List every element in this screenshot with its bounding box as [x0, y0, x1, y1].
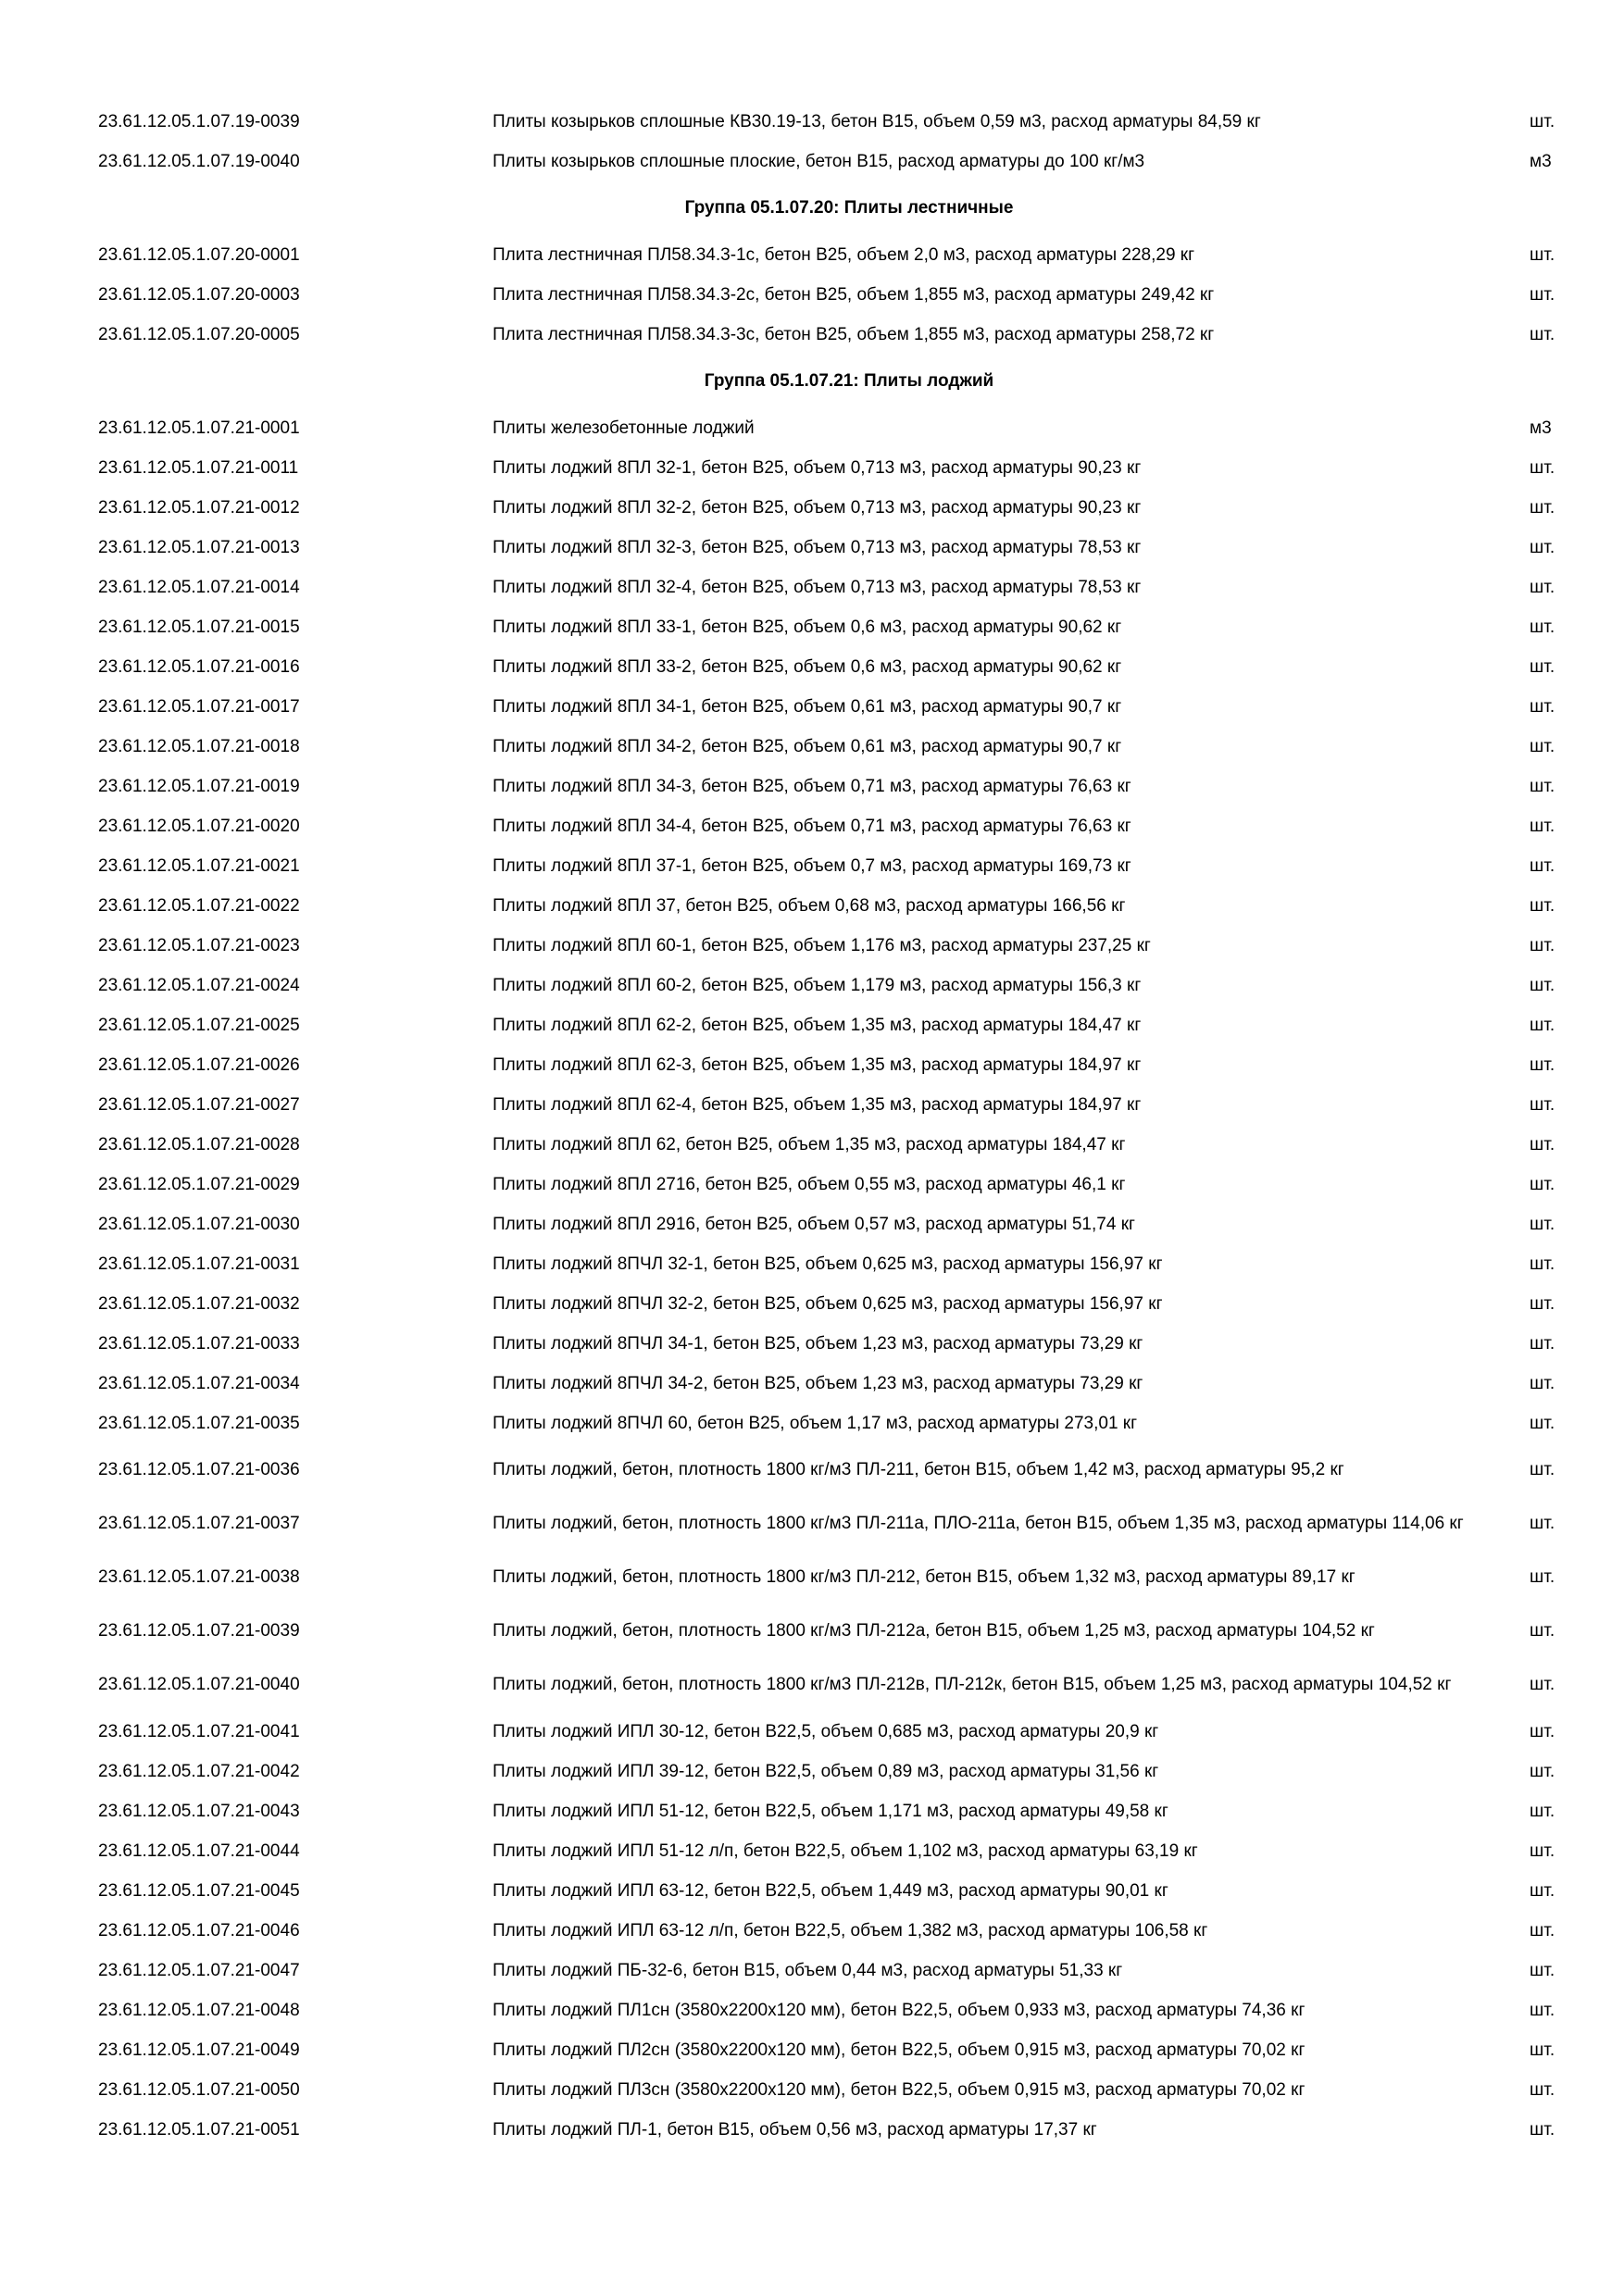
- resource-description: Плиты лоджий 8ПЛ 32-4, бетон В25, объем 0,713 м3, расход арматуры 78,53 кг: [493, 577, 1142, 597]
- resource-description: Плиты лоджий, бетон, плотность 1800 кг/м3 ПЛ-211а, ПЛО-211а, бетон В15, объем 1,35 м3, расход арматуры 114,06 кг: [493, 1514, 1464, 1533]
- table-row: [0, 1085, 1624, 1125]
- unit-of-measure: шт.: [1530, 1841, 1555, 1861]
- unit-of-measure: шт.: [1530, 1721, 1555, 1741]
- resource-code: 23.61.12.05.1.07.21-0044: [98, 1841, 300, 1861]
- table-row: [0, 142, 1624, 181]
- resource-description: Плиты лоджий 8ПЛ 33-2, бетон В25, объем 0,6 м3, расход арматуры 90,62 кг: [493, 656, 1122, 677]
- table-row: [0, 1831, 1624, 1871]
- unit-of-measure: шт.: [1530, 537, 1555, 557]
- table-row: [0, 2070, 1624, 2110]
- resource-code: 23.61.12.05.1.07.20-0005: [98, 324, 300, 344]
- resource-code: 23.61.12.05.1.07.19-0039: [98, 111, 300, 131]
- unit-of-measure: шт.: [1530, 284, 1555, 305]
- table-row: [0, 727, 1624, 767]
- unit-of-measure: шт.: [1530, 1214, 1555, 1234]
- table-row: [0, 1404, 1624, 1443]
- unit-of-measure: шт.: [1530, 736, 1555, 756]
- resource-code: 23.61.12.05.1.07.21-0021: [98, 855, 300, 876]
- resource-code: 23.61.12.05.1.07.21-0051: [98, 2119, 300, 2140]
- table-row: [0, 2030, 1624, 2070]
- resource-code: 23.61.12.05.1.07.20-0001: [98, 244, 300, 265]
- table-row: [0, 1551, 1624, 1604]
- resource-description: Плиты лоджий 8ПЛ 2916, бетон В25, объем 0,57 м3, расход арматуры 51,74 кг: [493, 1214, 1135, 1234]
- resource-description: Плиты лоджий ИПЛ 51-12, бетон В22,5, объем 1,171 м3, расход арматуры 49,58 кг: [493, 1801, 1168, 1821]
- resource-code: 23.61.12.05.1.07.21-0041: [98, 1721, 300, 1741]
- table-row: [0, 1604, 1624, 1658]
- resource-code: 23.61.12.05.1.07.21-0039: [98, 1621, 300, 1641]
- resource-code: 23.61.12.05.1.07.19-0040: [98, 151, 300, 171]
- table-row: [0, 1204, 1624, 1244]
- resource-code: 23.61.12.05.1.07.21-0036: [98, 1460, 300, 1479]
- table-row: [0, 886, 1624, 926]
- unit-of-measure: м3: [1530, 418, 1552, 438]
- group-heading: [0, 181, 1624, 235]
- resource-description: Плиты лоджий 8ПЛ 2716, бетон В25, объем 0,55 м3, расход арматуры 46,1 кг: [493, 1174, 1126, 1194]
- resource-code: 23.61.12.05.1.07.21-0037: [98, 1514, 300, 1533]
- unit-of-measure: шт.: [1530, 244, 1555, 265]
- resource-code: 23.61.12.05.1.07.21-0020: [98, 816, 300, 836]
- resource-description: Плита лестничная ПЛ58.34.3-3с, бетон В25, объем 1,855 м3, расход арматуры 258,72 кг: [493, 324, 1215, 344]
- table-row: [0, 1911, 1624, 1951]
- unit-of-measure: шт.: [1530, 457, 1555, 478]
- resource-description: Плиты лоджий 8ПЛ 32-1, бетон В25, объем 0,713 м3, расход арматуры 90,23 кг: [493, 457, 1142, 478]
- unit-of-measure: шт.: [1530, 1293, 1555, 1314]
- table-row: [0, 1045, 1624, 1085]
- table-row: [0, 1244, 1624, 1284]
- unit-of-measure: шт.: [1530, 1675, 1555, 1694]
- table-row: [0, 1165, 1624, 1204]
- unit-of-measure: шт.: [1530, 975, 1555, 995]
- resource-description: Плиты лоджий 8ПЧЛ 32-2, бетон В25, объем 0,625 м3, расход арматуры 156,97 кг: [493, 1293, 1163, 1314]
- table-row: [0, 1791, 1624, 1831]
- group-heading: [0, 355, 1624, 408]
- unit-of-measure: шт.: [1530, 1460, 1555, 1479]
- unit-of-measure: шт.: [1530, 776, 1555, 796]
- resource-code: 23.61.12.05.1.07.21-0031: [98, 1254, 300, 1274]
- table-row: [0, 1324, 1624, 1364]
- table-row: [0, 1752, 1624, 1791]
- resource-code: 23.61.12.05.1.07.21-0022: [98, 895, 300, 916]
- unit-of-measure: шт.: [1530, 2079, 1555, 2100]
- unit-of-measure: шт.: [1530, 1054, 1555, 1075]
- unit-of-measure: шт.: [1530, 1880, 1555, 1901]
- resource-description: Плиты лоджий 8ПЛ 37, бетон В25, объем 0,68 м3, расход арматуры 166,56 кг: [493, 895, 1126, 916]
- group-title: Группа 05.1.07.20: Плиты лестничные: [684, 198, 1014, 218]
- resource-description: Плиты лоджий ПЛ3сн (3580х2200х120 мм), бетон В22,5, объем 0,915 м3, расход арматуры 70,02 кг: [493, 2079, 1305, 2100]
- resource-description: Плиты лоджий ПЛ1сн (3580х2200х120 мм), бетон В22,5, объем 0,933 м3, расход арматуры 74,36 кг: [493, 2000, 1305, 2020]
- resource-code: 23.61.12.05.1.07.21-0050: [98, 2079, 300, 2100]
- table-row: [0, 806, 1624, 846]
- resource-description: Плиты лоджий ПЛ-1, бетон В15, объем 0,56 м3, расход арматуры 17,37 кг: [493, 2119, 1097, 2140]
- unit-of-measure: шт.: [1530, 1015, 1555, 1035]
- table-row: [0, 1284, 1624, 1324]
- table-row: [0, 846, 1624, 886]
- table-row: [0, 568, 1624, 607]
- table-row: [0, 767, 1624, 806]
- resource-code: 23.61.12.05.1.07.21-0033: [98, 1333, 300, 1354]
- table-row: [0, 1990, 1624, 2030]
- resource-description: Плиты лоджий 8ПЛ 62-3, бетон В25, объем 1,35 м3, расход арматуры 184,97 кг: [493, 1054, 1142, 1075]
- resource-code: 23.61.12.05.1.07.21-0040: [98, 1675, 300, 1694]
- resource-description: Плиты лоджий 8ПЛ 62, бетон В25, объем 1,35 м3, расход арматуры 184,47 кг: [493, 1134, 1126, 1154]
- table-row: [0, 275, 1624, 315]
- unit-of-measure: шт.: [1530, 816, 1555, 836]
- table-row: [0, 1658, 1624, 1712]
- resource-description: Плиты лоджий 8ПЧЛ 34-2, бетон В25, объем 1,23 м3, расход арматуры 73,29 кг: [493, 1373, 1143, 1393]
- resource-code: 23.61.12.05.1.07.21-0038: [98, 1567, 300, 1587]
- table-row: [0, 1125, 1624, 1165]
- resource-description: Плита лестничная ПЛ58.34.3-1с, бетон В25, объем 2,0 м3, расход арматуры 228,29 кг: [493, 244, 1195, 265]
- resource-code: 23.61.12.05.1.07.21-0042: [98, 1761, 300, 1781]
- unit-of-measure: шт.: [1530, 895, 1555, 916]
- resource-description: Плиты лоджий ИПЛ 51-12 л/п, бетон В22,5, объем 1,102 м3, расход арматуры 63,19 кг: [493, 1841, 1198, 1861]
- unit-of-measure: шт.: [1530, 1134, 1555, 1154]
- unit-of-measure: шт.: [1530, 577, 1555, 597]
- resource-code: 23.61.12.05.1.07.21-0026: [98, 1054, 300, 1075]
- table-row: [0, 235, 1624, 275]
- table-row: [0, 1497, 1624, 1551]
- resource-description: Плиты лоджий ПЛ2сн (3580х2200х120 мм), бетон В22,5, объем 0,915 м3, расход арматуры 70,02 кг: [493, 2040, 1305, 2060]
- resource-description: Плиты лоджий ПБ-32-6, бетон В15, объем 0,44 м3, расход арматуры 51,33 кг: [493, 1960, 1123, 1980]
- unit-of-measure: шт.: [1530, 1567, 1555, 1587]
- table-row: [0, 1712, 1624, 1752]
- resource-description: Плиты лоджий 8ПЛ 34-2, бетон В25, объем 0,61 м3, расход арматуры 90,7 кг: [493, 736, 1122, 756]
- resource-description: Плиты лоджий ИПЛ 30-12, бетон В22,5, объем 0,685 м3, расход арматуры 20,9 кг: [493, 1721, 1159, 1741]
- table-row: [0, 687, 1624, 727]
- resource-code: 23.61.12.05.1.07.21-0017: [98, 696, 300, 717]
- resource-description: Плиты лоджий 8ПЛ 62-2, бетон В25, объем 1,35 м3, расход арматуры 184,47 кг: [493, 1015, 1142, 1035]
- table-row: [0, 647, 1624, 687]
- resource-description: Плиты лоджий, бетон, плотность 1800 кг/м3 ПЛ-211, бетон В15, объем 1,42 м3, расход арматуры 95,2 кг: [493, 1460, 1344, 1479]
- unit-of-measure: шт.: [1530, 2000, 1555, 2020]
- unit-of-measure: шт.: [1530, 1333, 1555, 1354]
- resource-description: Плиты лоджий, бетон, плотность 1800 кг/м3 ПЛ-212в, ПЛ-212к, бетон В15, объем 1,25 м3, расход арматуры 104,52 кг: [493, 1675, 1452, 1694]
- resource-description: Плиты лоджий, бетон, плотность 1800 кг/м3 ПЛ-212, бетон В15, объем 1,32 м3, расход арматуры 89,17 кг: [493, 1567, 1355, 1587]
- resource-code: 23.61.12.05.1.07.21-0024: [98, 975, 300, 995]
- resource-code: 23.61.12.05.1.07.21-0016: [98, 656, 300, 677]
- price-list-document: [0, 102, 1624, 2150]
- group-title: Группа 05.1.07.21: Плиты лоджий: [704, 371, 994, 391]
- unit-of-measure: шт.: [1530, 935, 1555, 955]
- resource-code: 23.61.12.05.1.07.21-0047: [98, 1960, 300, 1980]
- resource-description: Плиты лоджий 8ПЛ 60-1, бетон В25, объем 1,176 м3, расход арматуры 237,25 кг: [493, 935, 1151, 955]
- unit-of-measure: шт.: [1530, 1514, 1555, 1533]
- resource-description: Плиты лоджий 8ПЛ 33-1, бетон В25, объем 0,6 м3, расход арматуры 90,62 кг: [493, 617, 1122, 637]
- table-row: [0, 488, 1624, 528]
- resource-code: 23.61.12.05.1.07.21-0028: [98, 1134, 300, 1154]
- resource-code: 23.61.12.05.1.07.21-0001: [98, 418, 300, 438]
- unit-of-measure: шт.: [1530, 696, 1555, 717]
- unit-of-measure: шт.: [1530, 855, 1555, 876]
- unit-of-measure: м3: [1530, 151, 1552, 171]
- resource-description: Плиты лоджий 8ПЛ 60-2, бетон В25, объем 1,179 м3, расход арматуры 156,3 кг: [493, 975, 1142, 995]
- resource-code: 23.61.12.05.1.07.21-0035: [98, 1413, 300, 1433]
- unit-of-measure: шт.: [1530, 1254, 1555, 1274]
- resource-code: 23.61.12.05.1.07.21-0019: [98, 776, 300, 796]
- table-row: [0, 607, 1624, 647]
- table-row: [0, 2110, 1624, 2150]
- unit-of-measure: шт.: [1530, 1174, 1555, 1194]
- unit-of-measure: шт.: [1530, 1960, 1555, 1980]
- resource-description: Плиты лоджий ИПЛ 39-12, бетон В22,5, объем 0,89 м3, расход арматуры 31,56 кг: [493, 1761, 1159, 1781]
- resource-code: 23.61.12.05.1.07.20-0003: [98, 284, 300, 305]
- table-row: [0, 102, 1624, 142]
- resource-description: Плиты лоджий 8ПЛ 32-3, бетон В25, объем 0,713 м3, расход арматуры 78,53 кг: [493, 537, 1142, 557]
- unit-of-measure: шт.: [1530, 1373, 1555, 1393]
- resource-description: Плиты лоджий 8ПЧЛ 32-1, бетон В25, объем 0,625 м3, расход арматуры 156,97 кг: [493, 1254, 1163, 1274]
- resource-code: 23.61.12.05.1.07.21-0045: [98, 1880, 300, 1901]
- resource-code: 23.61.12.05.1.07.21-0034: [98, 1373, 300, 1393]
- resource-description: Плиты лоджий 8ПЧЛ 34-1, бетон В25, объем 1,23 м3, расход арматуры 73,29 кг: [493, 1333, 1143, 1354]
- resource-description: Плиты лоджий 8ПЧЛ 60, бетон В25, объем 1,17 м3, расход арматуры 273,01 кг: [493, 1413, 1138, 1433]
- table-row: [0, 1951, 1624, 1990]
- resource-code: 23.61.12.05.1.07.21-0023: [98, 935, 300, 955]
- unit-of-measure: шт.: [1530, 1621, 1555, 1641]
- table-row: [0, 315, 1624, 355]
- resource-description: Плиты лоджий 8ПЛ 34-1, бетон В25, объем 0,61 м3, расход арматуры 90,7 кг: [493, 696, 1122, 717]
- table-row: [0, 528, 1624, 568]
- resource-description: Плиты лоджий ИПЛ 63-12 л/п, бетон В22,5, объем 1,382 м3, расход арматуры 106,58 кг: [493, 1920, 1208, 1940]
- unit-of-measure: шт.: [1530, 1094, 1555, 1115]
- table-row: [0, 1871, 1624, 1911]
- unit-of-measure: шт.: [1530, 111, 1555, 131]
- resource-code: 23.61.12.05.1.07.21-0027: [98, 1094, 300, 1115]
- unit-of-measure: шт.: [1530, 1920, 1555, 1940]
- resource-code: 23.61.12.05.1.07.21-0018: [98, 736, 300, 756]
- resource-code: 23.61.12.05.1.07.21-0015: [98, 617, 300, 637]
- resource-code: 23.61.12.05.1.07.21-0049: [98, 2040, 300, 2060]
- unit-of-measure: шт.: [1530, 1413, 1555, 1433]
- resource-description: Плиты лоджий 8ПЛ 34-3, бетон В25, объем 0,71 м3, расход арматуры 76,63 кг: [493, 776, 1131, 796]
- resource-code: 23.61.12.05.1.07.21-0029: [98, 1174, 300, 1194]
- table-row: [0, 926, 1624, 966]
- resource-code: 23.61.12.05.1.07.21-0043: [98, 1801, 300, 1821]
- unit-of-measure: шт.: [1530, 617, 1555, 637]
- resource-description: Плиты железобетонные лоджий: [493, 418, 755, 438]
- resource-code: 23.61.12.05.1.07.21-0013: [98, 537, 300, 557]
- table-row: [0, 408, 1624, 448]
- resource-description: Плиты козырьков сплошные КВ30.19-13, бетон В15, объем 0,59 м3, расход арматуры 84,59 кг: [493, 111, 1261, 131]
- unit-of-measure: шт.: [1530, 324, 1555, 344]
- resource-description: Плита лестничная ПЛ58.34.3-2с, бетон В25, объем 1,855 м3, расход арматуры 249,42 кг: [493, 284, 1215, 305]
- unit-of-measure: шт.: [1530, 2119, 1555, 2140]
- table-row: [0, 448, 1624, 488]
- resource-description: Плиты лоджий 8ПЛ 37-1, бетон В25, объем 0,7 м3, расход арматуры 169,73 кг: [493, 855, 1131, 876]
- table-row: [0, 966, 1624, 1005]
- table-row: [0, 1443, 1624, 1497]
- resource-code: 23.61.12.05.1.07.21-0025: [98, 1015, 300, 1035]
- resource-description: Плиты лоджий 8ПЛ 62-4, бетон В25, объем 1,35 м3, расход арматуры 184,97 кг: [493, 1094, 1142, 1115]
- unit-of-measure: шт.: [1530, 2040, 1555, 2060]
- unit-of-measure: шт.: [1530, 1801, 1555, 1821]
- resource-description: Плиты лоджий 8ПЛ 34-4, бетон В25, объем 0,71 м3, расход арматуры 76,63 кг: [493, 816, 1131, 836]
- table-row: [0, 1005, 1624, 1045]
- resource-description: Плиты лоджий, бетон, плотность 1800 кг/м3 ПЛ-212а, бетон В15, объем 1,25 м3, расход арматуры 104,52 кг: [493, 1621, 1375, 1641]
- resource-code: 23.61.12.05.1.07.21-0046: [98, 1920, 300, 1940]
- unit-of-measure: шт.: [1530, 1761, 1555, 1781]
- resource-code: 23.61.12.05.1.07.21-0011: [98, 457, 299, 478]
- resource-description: Плиты лоджий ИПЛ 63-12, бетон В22,5, объем 1,449 м3, расход арматуры 90,01 кг: [493, 1880, 1168, 1901]
- resource-description: Плиты козырьков сплошные плоские, бетон В15, расход арматуры до 100 кг/м3: [493, 151, 1145, 171]
- table-row: [0, 1364, 1624, 1404]
- unit-of-measure: шт.: [1530, 497, 1555, 518]
- resource-description: Плиты лоджий 8ПЛ 32-2, бетон В25, объем 0,713 м3, расход арматуры 90,23 кг: [493, 497, 1142, 518]
- resource-code: 23.61.12.05.1.07.21-0030: [98, 1214, 300, 1234]
- resource-code: 23.61.12.05.1.07.21-0012: [98, 497, 300, 518]
- resource-code: 23.61.12.05.1.07.21-0048: [98, 2000, 300, 2020]
- resource-code: 23.61.12.05.1.07.21-0032: [98, 1293, 300, 1314]
- unit-of-measure: шт.: [1530, 656, 1555, 677]
- resource-code: 23.61.12.05.1.07.21-0014: [98, 577, 300, 597]
